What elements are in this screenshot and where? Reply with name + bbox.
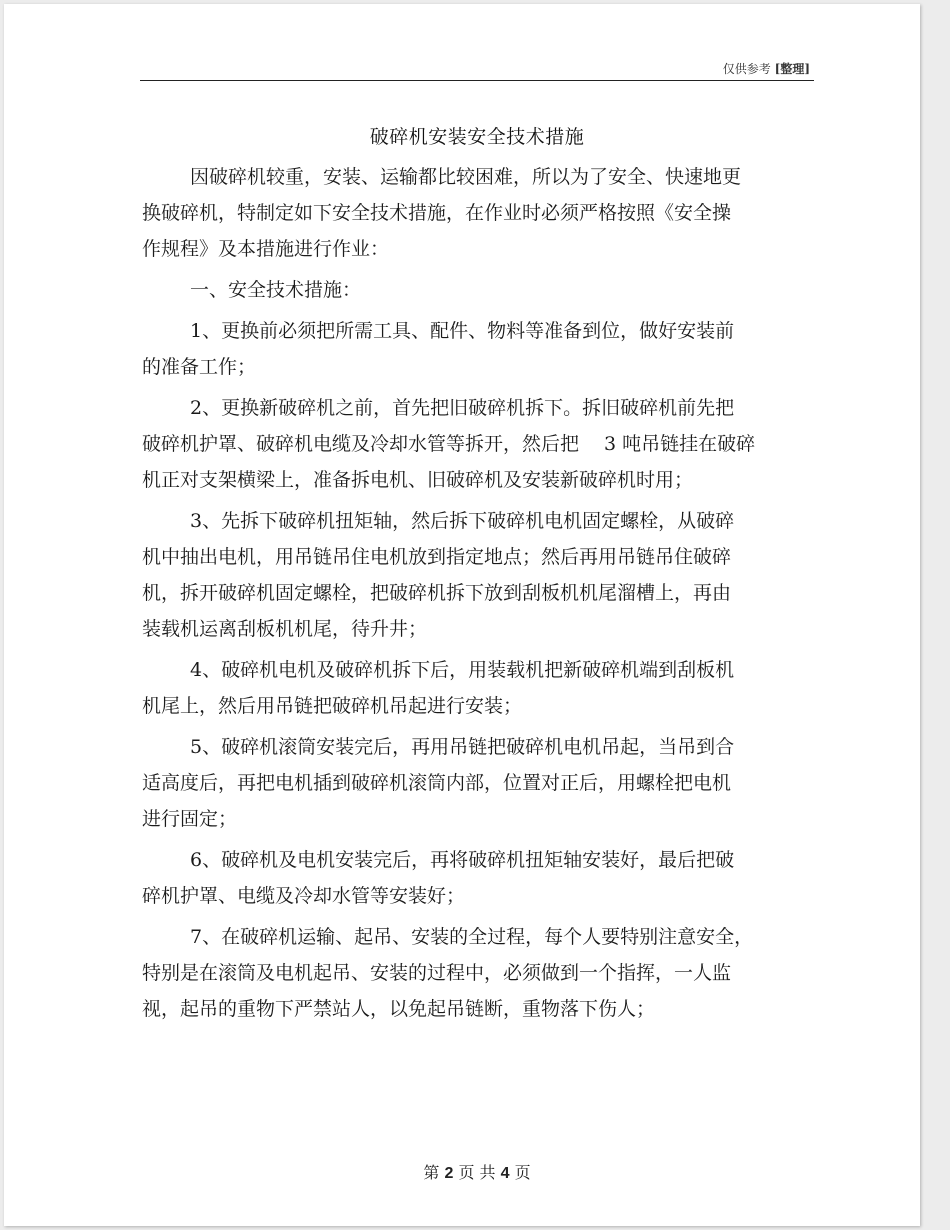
paragraph-line: 5、破碎机滚筒安装完后，再用吊链把破碎机电机吊起，当吊到合 — [190, 736, 735, 758]
paragraph-line: 进行固定； — [142, 808, 238, 830]
paragraph — [142, 390, 822, 498]
footer-total-pages: 4 — [500, 1165, 510, 1182]
paragraph — [142, 159, 822, 267]
paragraph-line: 适高度后，再把电机插到破碎机滚筒内部，位置对正后，用螺栓把电机 — [142, 772, 732, 794]
paragraph-line: 的准备工作； — [142, 356, 257, 378]
document-body — [142, 159, 822, 1032]
paragraph-line: 4、破碎机电机及破碎机拆下后，用装载机把新破碎机端到刮板机 — [190, 659, 735, 681]
paragraph — [142, 503, 822, 647]
page-header — [723, 60, 810, 77]
paragraph-line: 破碎机护罩、破碎机电缆及冷却水管等拆开，然后把 3 吨吊链挂在破碎 — [142, 433, 756, 455]
paragraph-line: 3、先拆下破碎机扭矩轴，然后拆下破碎机电机固定螺栓，从破碎 — [190, 510, 735, 532]
paragraph-line: 视，起吊的重物下严禁站人，以免起吊链断，重物落下伤人； — [142, 998, 656, 1020]
paragraph-line: 机尾上，然后用吊链把破碎机吊起进行安装； — [142, 695, 523, 717]
paragraph — [142, 729, 822, 837]
paragraph — [142, 919, 822, 1027]
paragraph-line: 碎机护罩、电缆及冷却水管等安装好； — [142, 885, 466, 907]
paragraph-line: 一、安全技术措施： — [190, 279, 362, 301]
paragraph-line: 特别是在滚筒及电机起吊、安装的过程中，必须做到一个指挥，一人监 — [142, 962, 732, 984]
paragraph-line: 机，拆开破碎机固定螺栓，把破碎机拆下放到刮板机机尾溜槽上，再由 — [142, 582, 732, 604]
paragraph-line: 作规程》及本措施进行作业： — [142, 238, 390, 260]
document-page — [4, 4, 920, 1226]
paragraph — [142, 652, 822, 724]
paragraph — [142, 313, 822, 385]
paragraph-line: 2、更换新破碎机之前，首先把旧破碎机拆下。拆旧破碎机前先把 — [190, 397, 735, 419]
header-label: 仅供参考 — [722, 62, 771, 76]
page-footer — [4, 1160, 950, 1183]
footer-suffix: 页 — [514, 1163, 531, 1182]
header-tag: [整理] — [774, 62, 810, 76]
footer-middle: 页 共 — [458, 1163, 496, 1182]
paragraph — [142, 272, 822, 308]
paragraph-line: 7、在破碎机运输、起吊、安装的全过程，每个人要特别注意安全， — [190, 926, 754, 948]
paragraph — [142, 842, 822, 914]
document-title: 破碎机安装安全技术措施 — [369, 126, 585, 148]
paragraph-line: 因破碎机较重，安装、运输都比较困难，所以为了安全、快速地更 — [190, 166, 742, 188]
paragraph-line: 机中抽出电机，用吊链吊住电机放到指定地点；然后再用吊链吊住破碎 — [142, 546, 732, 568]
paragraph-line: 装载机运离刮板机机尾，待升井； — [142, 618, 428, 640]
paragraph-line: 6、破碎机及电机安装完后，再将破碎机扭矩轴安装好，最后把破 — [190, 849, 735, 871]
paragraph-line: 1、更换前必须把所需工具、配件、物料等准备到位，做好安装前 — [190, 320, 735, 342]
footer-current-page: 2 — [444, 1165, 454, 1182]
paragraph-line: 机正对支架横梁上，准备拆电机、旧破碎机及安装新破碎机时用； — [142, 469, 694, 491]
header-divider — [140, 80, 814, 81]
paragraph-line: 换破碎机，特制定如下安全技术措施，在作业时必须严格按照《安全操 — [142, 202, 732, 224]
footer-prefix: 第 — [423, 1163, 440, 1182]
